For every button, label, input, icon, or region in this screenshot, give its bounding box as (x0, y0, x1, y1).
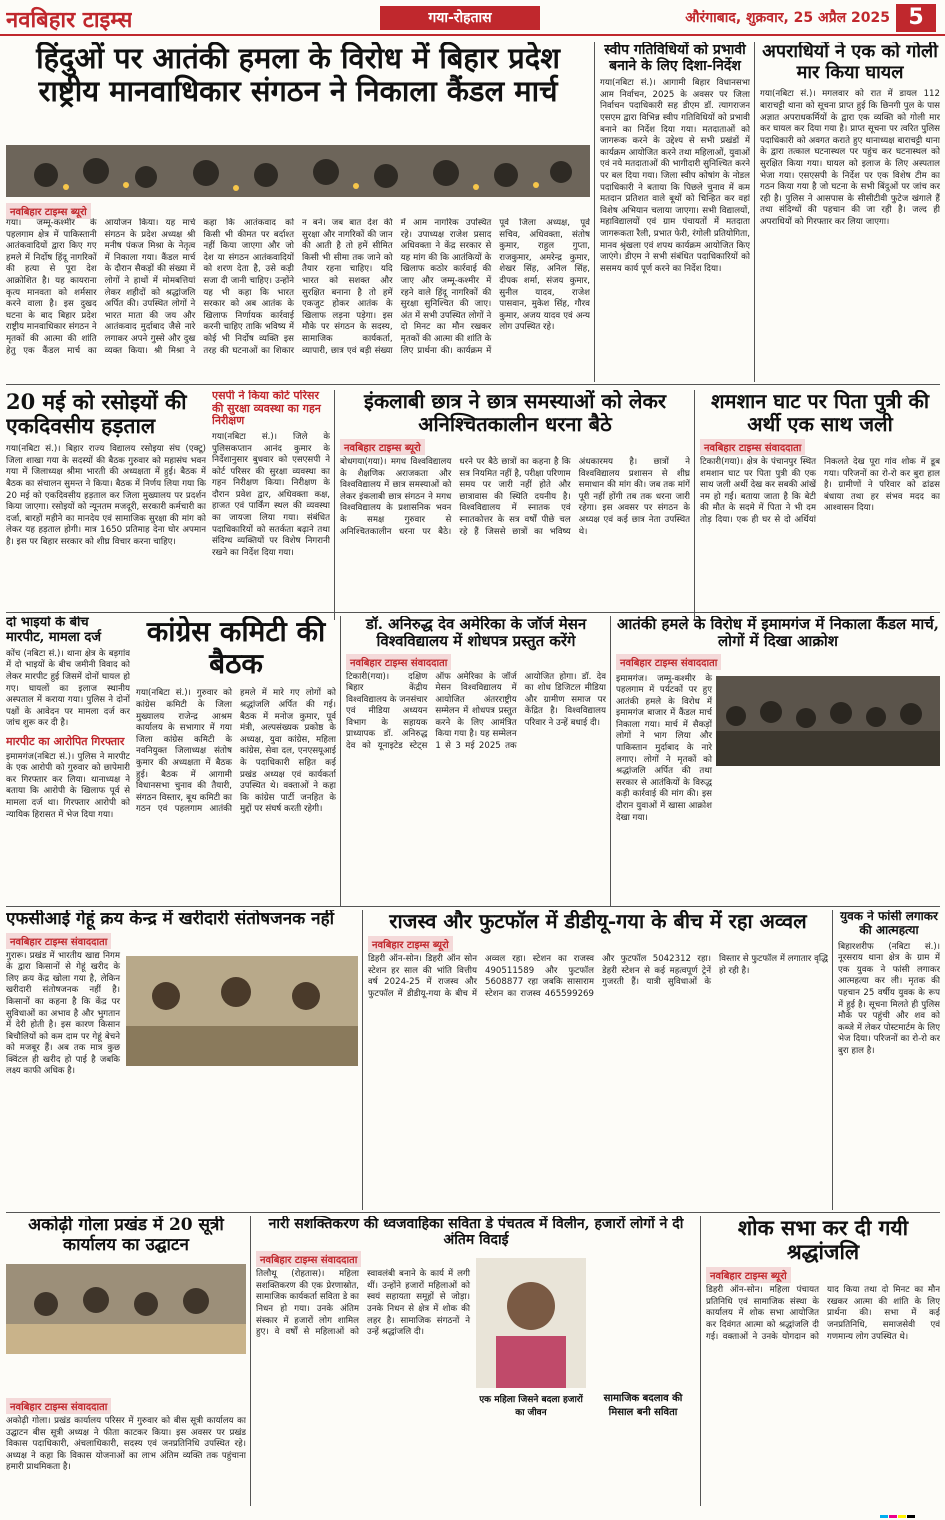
revenue-headline: राजस्व और फुटफॉल में डीडीयू-गया के बीच में रहा अव्वल (389, 910, 807, 933)
column-rule (334, 390, 335, 620)
row-rule (6, 612, 940, 613)
wheat-headline: एफसीआई गेहूं क्रय केन्द्र में खरीदारी संतोषजनक नहीं (6, 910, 334, 929)
cmyk-registration (880, 1508, 940, 1518)
yellow-swatch (898, 1515, 906, 1518)
revenue-story (368, 910, 828, 1210)
condolence-byline: नवबिहार टाइम्स ब्यूरो (706, 1267, 791, 1283)
students-byline: नवबिहार टाइम्स ब्यूरो (340, 439, 425, 455)
column-rule (610, 616, 611, 906)
america-body: टिकारी(गया)। दक्षिण बिहार केंद्रीय विश्वविद्यालय के जनसंचार एवं मीडिया अध्ययन विभाग के सहायक प्राध्यापक डॉ. अनिरुद्ध देव को यूनाइटेड स्टेट्स ऑफ अमेरिका के जॉर्ज मेसन विश्वविद्यालय में आयोजित अंतरराष्ट्रीय सम्मेलन में शोधपत्र प्रस्तुत करने के लिए आमंत्रित किया गया है। यह सम्मेलन 1 से 3 मई 2025 तक आयोजित होगा। डॉ. देव का शोध डिजिटल मीडिया और ग्रामीण समाज पर केंद्रित है। विश्वविद्यालय परिवार ने उन्हें बधाई दी। (346, 671, 606, 752)
imamganj-headline: आतंकी हमले के विरोध में इमामगंज में निकाला कैंडल मार्च, लोगों में दिखा आक्रोश (616, 616, 940, 651)
page-number: 5 (896, 4, 936, 32)
crime-story (760, 42, 940, 382)
suicide-headline: युवक ने फांसी लगाकर की आत्महत्या (840, 910, 938, 937)
dateline: औरंगाबाद, शुक्रवार, 25 अप्रैल 2025 (685, 10, 890, 26)
students-headline: इंकलाबी छात्र ने छात्र समस्याओं को लेकर अनिश्चितकालीन धरना बैठे (364, 390, 666, 436)
savita-mid-caption: सामाजिक बदलाव की मिसाल बनी सविता (603, 1393, 683, 1418)
congress-body: गया(नबिटा सं.)। गुरुवार को कांग्रेस कमिटी के जिला मुख्यालय राजेन्द्र आश्रम कार्यालय के सभागार में गया जिला कांग्रेस कमिटी के नवनियुक्त जिलाध्यक्ष संतोष कुमार की अध्यक्षता में बैठक हुई। बैठक में आगामी विधानसभा चुनाव की तैयारी, संगठन विस्तार, बूथ कमिटी का गठन एवं पहलगाम आतंकी हमले में मारे गए लोगों को श्रद्धांजलि अर्पित की गई। बैठक में मनोज कुमार, पूर्व मंत्री, अल्पसंख्यक प्रकोष्ठ के अध्यक्ष, युवा कांग्रेस, महिला कांग्रेस, सेवा दल, एनएसयूआई के पदाधिकारी सहित कई प्रखंड अध्यक्ष एवं कार्यकर्ता उपस्थित थे। वक्ताओं ने कहा कि कांग्रेस पार्टी जनहित के मुद्दों पर संघर्ष करती रहेगी। (136, 688, 336, 815)
sweep-story (600, 42, 750, 382)
court-headline: एसपी ने किया कोर्ट परिसर की सुरक्षा व्यवस्था का गहन निरीक्षण (212, 390, 321, 428)
wheat-byline: नवबिहार टाइम्स संवाददाता (6, 933, 111, 949)
savita-photo-caption: एक महिला जिसने बदला हजारों का जीवन (479, 1395, 583, 1418)
row-rule (6, 384, 940, 385)
students-body: बोधगया(गया)। मगध विश्वविद्यालय के शैक्षणिक अराजकता और विश्वविद्यालय में छात्र समस्याओं को लेकर इंकलाबी छात्र संगठन ने मगध विश्वविद्यालय के प्रशासनिक भवन के समक्ष गुरुवार से अनिश्चितकालीन धरना पर बैठे। धरने पर बैठे छात्रों का कहना है कि सत्र नियमित नहीं है, परीक्षा परिणाम समय पर जारी नहीं होते और छात्रावास की स्थिति दयनीय है। विश्वविद्यालय में स्नातक एवं स्नातकोत्तर के सत्र वर्षों पीछे चल रहे हैं जिससे छात्रों का भविष्य अंधकारमय है। छात्रों ने विश्वविद्यालय प्रशासन से शीघ्र समाधान की मांग की। जब तक मांगें पूरी नहीं होंगी तब तक धरना जारी रहेगा। इस अवसर पर संगठन के अध्यक्ष एवं कई छात्र नेता उपस्थित थे। (340, 457, 690, 537)
america-story (346, 616, 606, 906)
america-byline: नवबिहार टाइम्स संवाददाता (346, 654, 451, 670)
lead-byline: नवबिहार टाइम्स ब्यूरो (6, 203, 91, 219)
court-story (212, 390, 330, 610)
column-rule (340, 616, 341, 906)
section-tab: गया-रोहतास (380, 6, 540, 30)
savita-headline: नारी सशक्तिकरण की ध्वजवाहिका सविता डे पंचतत्व में विलीन, हजारों लोगों ने दी अंतिम विदाई (268, 1216, 684, 1249)
portrait-photo-icon (476, 1258, 586, 1388)
suicide-body: बिहारशरीफ (नबिटा सं.)। नूरसराय थाना क्षेत्र के ग्राम में एक युवक ने फांसी लगाकर आत्महत्या कर ली। मृतक की पहचान 25 वर्षीय युवक के रूप में हुई है। सूचना मिलते ही पुलिस मौके पर पहुंची और शव को कब्जे में लेकर पोस्टमार्टम के लिए भेज दिया। परिजनों का रो-रो कर बुरा हाल है। (838, 941, 940, 1056)
condolence-headline: शोक सभा कर दी गयी श्रद्धांजलि (737, 1216, 909, 1265)
brothers-story (6, 616, 130, 906)
farmers-photo-icon (126, 956, 358, 1066)
akodhi-body: अकोढ़ी गोला। प्रखंड कार्यालय परिसर में गुरुवार को बीस सूत्री कार्यालय का उद्घाटन बीस सूत्री अध्यक्ष ने फीता काटकर किया। इस अवसर पर प्रखंड विकास पदाधिकारी, अंचलाधिकारी, सदस्य एवं जनप्रतिनिधि उपस्थित रहे। अध्यक्ष ने कहा कि विकास योजनाओं का लाभ अंतिम व्यक्ति तक पहुंचाना हमारी प्राथमिकता है। (6, 1416, 246, 1473)
congress-story (136, 616, 336, 906)
masthead (0, 0, 945, 36)
column-rule (754, 42, 755, 382)
suicide-story (838, 910, 940, 1210)
black-swatch (907, 1515, 915, 1518)
brothers-body: कोंच (नबिटा सं.)। थाना क्षेत्र के बड़गांव में दो भाइयों के बीच जमीनी विवाद को लेकर मारपीट हुई जिसमें दोनों घायल हो गए। घायलों का इलाज स्थानीय अस्पताल में कराया गया। पुलिस ने दोनों पक्षों के आवेदन पर मामला दर्ज कर जांच शुरू कर दी है। (6, 648, 130, 729)
row-rule (6, 906, 940, 907)
lead-photo (6, 145, 590, 197)
cremation-body: टिकारी(गया)। क्षेत्र के पंचानपुर स्थित शमशान घाट पर पिता पुत्री की एक साथ जली अर्थी देख कर सबकी आंखें नम हो गईं। बताया जाता है कि बेटी की मौत के सदमे में पिता ने भी दम तोड़ दिया। एक ही घर से दो अर्थियां निकलते देख पूरा गांव शोक में डूब गया। परिजनों का रो-रो कर बुरा हाल है। ग्रामीणों ने परिवार को ढांढस बंधाया तथा हर संभव मदद का आश्वासन दिया। (700, 457, 940, 525)
column-rule (250, 1216, 251, 1506)
imamganj-body: इमामगंज। जम्मू-कश्मीर के पहलगाम में पर्यटकों पर हुए आतंकी हमले के विरोध में इमामगंज बाजार में कैंडल मार्च निकाला गया। मार्च में सैकड़ों लोगों ने भाग लिया और पाकिस्तान मुर्दाबाद के नारे लगाए। लोगों ने मृतकों को श्रद्धांजलि अर्पित की तथा सरकार से आतंकियों के विरुद्ध कड़ी कार्रवाई की मांग की। इस दौरान युवाओं में खासा आक्रोश देखा गया। (616, 673, 712, 823)
lead-headline-box (6, 42, 590, 138)
strike-story (6, 390, 206, 610)
sweep-body: गया(नबिटा सं.)। आगामी बिहार विधानसभा आम निर्वाचन, 2025 के अवसर पर जिला निर्वाचन पदाधिकारी सह डीएम डॉ. त्यागराजन एसएम द्वारा विभिन्न स्वीप गतिविधियों को प्रभावी बनाने का निर्देश दिया गया। मतदाताओं को जागरूक करने के उद्देश्य से सभी प्रखंडों में कार्यक्रम आयोजित करने तथा महिलाओं, युवाओं एवं नये मतदाताओं की भागीदारी सुनिश्चित करने पर बल दिया गया। जिला स्वीप कोषांग के नोडल पदाधिकारी ने बताया कि पिछले चुनाव में कम मतदान प्रतिशत वाले बूथों को चिन्हित कर वहां विशेष अभियान चलाया जाएगा। सभी विद्यालयों, महाविद्यालयों एवं ग्राम पंचायतों में मतदाता जागरूकता रैली, प्रभात फेरी, रंगोली प्रतियोगिता, मानव श्रृंखला एवं शपथ कार्यक्रम आयोजित किए जाएंगे। डीएम ने सभी संबंधित पदाधिकारियों को ससमय कार्य पूर्ण करने का निर्देश दिया। (600, 78, 750, 274)
wheat-body: गुरारू। प्रखंड में भारतीय खाद्य निगम के द्वारा किसानों से गेहूं खरीद के लिए क्रय केंद्र खोला गया है, लेकिन खरीदारी संतोषजनक नहीं है। किसानों का कहना है कि केंद्र पर सुविधाओं का अभाव है और भुगतान में देरी होती है। इस कारण किसान बिचौलियों को कम दाम पर गेहूं बेचने को मजबूर हैं। अब तक मात्र कुछ क्विंटल ही खरीद हो पाई है जबकि लक्ष्य काफी अधिक है। (6, 950, 120, 1077)
condolence-story (706, 1216, 940, 1506)
brothers-headline: दो भाइयों के बीच मारपीट, मामला दर्ज (6, 616, 101, 645)
magenta-swatch (889, 1515, 897, 1518)
wheat-photo (126, 956, 358, 1066)
arrest-body: इमामगंज(नबिटा सं.)। पुलिस ने मारपीट के एक आरोपी को गुरुवार को छापेमारी कर गिरफ्तार कर लिया। थानाध्यक्ष ने बताया कि आरोपी के खिलाफ पूर्व से मामला दर्ज था। गिरफ्तार आरोपी को न्यायिक हिरासत में भेज दिया गया। (6, 751, 130, 820)
strike-headline: 20 मई को रसोइयों की एकदिवसीय हड़ताल (6, 390, 187, 439)
crime-headline: अपराधियों ने एक को गोली मार किया घायल (762, 42, 938, 83)
crime-body: गया(नबिटा सं.)। मगलवार को रात में डायल 112 बाराचट्टी थाना को सूचना प्राप्त हुई कि छिनगी पुल के पास अज्ञात अपराधकर्मियों के द्वारा एक व्यक्ति को गोली मार कर घायल कर दिया गया है। प्राप्त सूचना पर त्वरित पुलिस पदाधिकारी को अवगत कराते हुए थानाध्यक्ष बाराचट्टी थाना के द्वारा तत्काल घटनास्थल पर पहुंच कर घटनास्थल को सुरक्षित किया गया। घायल को इलाज के लिए अस्पताल भेजा गया। एसएसपी के निर्देश पर एक विशेष टीम का गठन किया गया है जो घटना के सभी बिंदुओं पर जांच कर रही है। पुलिस ने आसपास के सीसीटीवी फुटेज खंगाले हैं तथा संदिग्धों की पहचान की जा रही है। जल्द ही अपराधियों को गिरफ्तार कर लिया जाएगा। (760, 89, 940, 227)
akodhi-story (6, 1216, 246, 1506)
lead-headline: हिंदुओं पर आतंकी हमला के विरोध में बिहार प्रदेश राष्ट्रीय मानवाधिकार संगठन ने निकाला कैंडल मार्च (36, 42, 560, 109)
court-body: गया(नबिटा सं.)। जिले के पुलिसकप्तान आनंद कुमार के निर्देशानुसार बुधवार को एसएसपी ने कोर्ट परिसर की सुरक्षा व्यवस्था का गहन निरीक्षण किया। निरीक्षण के दौरान प्रवेश द्वार, अधिवक्ता कक्ष, हाजत एवं पार्किंग स्थल की व्यवस्था का जायजा लिया गया। संबंधित पदाधिकारियों को सतर्कता बढ़ाने तथा संदिग्ध व्यक्तियों पर विशेष निगरानी रखने का निर्देश दिया गया। (212, 431, 330, 558)
column-rule (594, 42, 595, 382)
crowd-photo-icon (716, 676, 940, 766)
savita-story (256, 1216, 696, 1506)
savita-photo (476, 1258, 586, 1388)
arrest-headline: मारपीट का आरोपित गिरफ्तार (6, 735, 125, 749)
candle-march-photo-icon (6, 145, 590, 197)
savita-body: तिलौथू (रोहतास)। महिला सशक्तिकरण की एक प्रेरणास्रोत, सामाजिक कार्यकर्ता सविता डे का निधन हो गया। उनके अंतिम संस्कार में हजारों लोग शामिल हुए। वे वर्षों से महिलाओं को स्वावलंबी बनाने के कार्य में लगी थीं। उन्होंने हजारों महिलाओं को स्वयं सहायता समूहों से जोड़ा। उनके निधन से क्षेत्र में शोक की लहर है। सामाजिक संगठनों ने उन्हें श्रद्धांजलि दी। (256, 1269, 470, 1338)
savita-byline: नवबिहार टाइम्स संवाददाता (256, 1251, 361, 1267)
imamganj-story (616, 616, 940, 906)
paper-name: नवबिहार टाइम्स (6, 7, 133, 33)
cremation-headline: शमशान घाट पर पिता पुत्री की अर्थी एक साथ जली (710, 390, 930, 436)
revenue-byline: नवबिहार टाइम्स ब्यूरो (368, 936, 453, 952)
imamganj-photo (716, 676, 940, 766)
lead-body: गया। जम्मू-कश्मीर के पहलगाम क्षेत्र में पाकिस्तानी आतंकवादियों द्वारा किए गए हमले में निर्दोष हिंदू नागरिकों की हत्या से पूरा देश आक्रोशित है। यह कायराना कृत्य मानवता को शर्मसार करने वाला है। इस दुखद घटना के बाद बिहार प्रदेश राष्ट्रीय मानवाधिकार संगठन ने मृतकों की आत्मा की शांति हेतु एक कैंडल मार्च का आयोजन किया। यह मार्च संगठन के प्रदेश अध्यक्ष श्री मनीष पंकज मिश्रा के नेतृत्व में निकाला गया। कैंडल मार्च के दौरान सैकड़ों की संख्या में लोगों ने हाथों में मोमबत्तियां लेकर शहीदों को श्रद्धांजलि अर्पित की। उपस्थित लोगों ने भारत माता की जय और आतंकवाद मुर्दाबाद जैसे नारे लगाकर अपने गुस्से और दुख व्यक्त किया। श्री मिश्रा ने कहा कि आतंकवाद को किसी भी कीमत पर बर्दाश्त नहीं किया जाएगा और जो देश या संगठन आतंकवादियों को शरण देता है, उसे कड़ी सजा दी जानी चाहिए। उन्होंने यह भी कहा कि भारत सरकार को अब आतंक के खिलाफ निर्णायक कार्रवाई करनी चाहिए ताकि भविष्य में कोई भी निर्दोष व्यक्ति इस तरह की घटनाओं का शिकार न बने। जब बात देश की सुरक्षा और नागरिकों की जान की आती है तो हमें सीमित किसी भी सीमा तक जाने को तैयार रहना चाहिए। यदि भारत को सशक्त और सुरक्षित बनाना है तो हमें एकजुट होकर आतंक के खिलाफ लड़ना पड़ेगा। इस मौके पर संगठन के सदस्य, सामाजिक कार्यकर्ता, व्यापारी, छात्र एवं बड़ी संख्या में आम नागरिक उपस्थित रहे। उपाध्यक्ष राजेश प्रसाद अधिवक्ता ने केंद्र सरकार से यह मांग की कि आतंकियों के खिलाफ कठोर कार्रवाई की जाए और जम्मू-कश्मीर में रहने वाले हिंदू नागरिकों की सुरक्षा सुनिश्चित की जाए। अंत में सभी उपस्थित लोगों ने दो मिनट का मौन रखकर मृतकों की आत्मा की शांति के लिए प्रार्थना की। कार्यक्रम में पूर्व जिला अध्यक्ष, पूर्व सचिव, अधिवक्ता, संतोष कुमार, राहुल गुप्ता, राजकुमार, अमरेन्द्र कुमार, शेखर सिंह, अनिल सिंह, दीपक शर्मा, संजय कुमार, सुनील यादव, राजेश पासवान, मुकेश सिंह, गौरव कुमार, अजय यादव एवं अन्य लोग उपस्थित रहे। (6, 218, 590, 356)
column-rule (832, 910, 833, 1210)
row-rule (6, 1212, 940, 1213)
students-story (340, 390, 690, 620)
congress-headline: कांग्रेस कमिटी की बैठक (146, 616, 326, 681)
column-rule (700, 1216, 701, 1506)
column-rule (694, 390, 695, 620)
america-headline: डॉ. अनिरुद्ध देव अमेरिका के जॉर्ज मेसन विश्वविद्यालय में शोधपत्र प्रस्तुत करेंगे (365, 616, 587, 651)
cyan-swatch (880, 1515, 888, 1518)
sweep-headline: स्वीप गतिविधियों को प्रभावी बनाने के लिए दिशा-निर्देश (604, 42, 746, 75)
column-rule (362, 910, 363, 1210)
office-inauguration-photo-icon (6, 1264, 246, 1354)
akodhi-headline: अकोढ़ी गोला प्रखंड में 20 सूत्री कार्यालय का उद्घाटन (28, 1216, 224, 1255)
strike-body: गया(नबिटा सं.)। बिहार राज्य विद्यालय रसोइया संघ (एक्टू) जिला शाखा गया के सदस्यों की बैठक गुरुवार को महासंघ भवन गया में जिलाध्यक्ष श्रीमा भारती की अध्यक्षता में हुई। बैठक में बैठक का संचालन सुमन्त ने किया। बैठक में निर्णय लिया गया कि 20 मई को एकदिवसीय हड़ताल कर जिला मुख्यालय पर प्रदर्शन किया जाएगा। रसोइयों को न्यूनतम मजदूरी, सरकारी कर्मचारी का दर्जा, बारहों महीने का मानदेय एवं सामाजिक सुरक्षा की मांग को लेकर यह हड़ताल होगी। मात्र 1650 प्रतिमाह देना घोर अपमान है। इस पर बिहार सरकार को शीघ्र विचार करना चाहिए। (6, 444, 206, 548)
akodhi-byline: नवबिहार टाइम्स संवाददाता (6, 1398, 111, 1414)
revenue-body: डिहरी ऑन-सोन। डिहरी ऑन सोन स्टेशन हर साल की भांति वित्तीय वर्ष 2024-25 में राजस्व और फुटफॉल में डीडीयू-गया के बीच में अव्वल रहा। स्टेशन का राजस्व 490511589 और फुटफॉल 5608877 रहा जबकि सासाराम स्टेशन का राजस्व 465599269 और फुटफॉल 5042312 रहा। डेहरी स्टेशन से कई महत्वपूर्ण ट्रेनें गुजरती हैं। यात्री सुविधाओं के विस्तार से फुटफॉल में लगातार वृद्धि हो रही है। (368, 954, 828, 999)
cremation-byline: नवबिहार टाइम्स संवाददाता (700, 439, 805, 455)
wheat-story (6, 910, 358, 1210)
condolence-body: डिहरी ऑन-सोन। महिला पंचायत प्रतिनिधि एवं सामाजिक संस्था के कार्यालय में शोक सभा आयोजित कर दिवंगत आत्मा को श्रद्धांजलि दी गई। वक्ताओं ने उनके योगदान को याद किया तथा दो मिनट का मौन रखकर आत्मा की शांति के लिए प्रार्थना की। सभा में कई जनप्रतिनिधि, समाजसेवी एवं गणमान्य लोग उपस्थित थे। (706, 1285, 940, 1342)
cremation-story (700, 390, 940, 620)
imamganj-byline: नवबिहार टाइम्स संवाददाता (616, 654, 721, 670)
akodhi-photo (6, 1264, 246, 1354)
